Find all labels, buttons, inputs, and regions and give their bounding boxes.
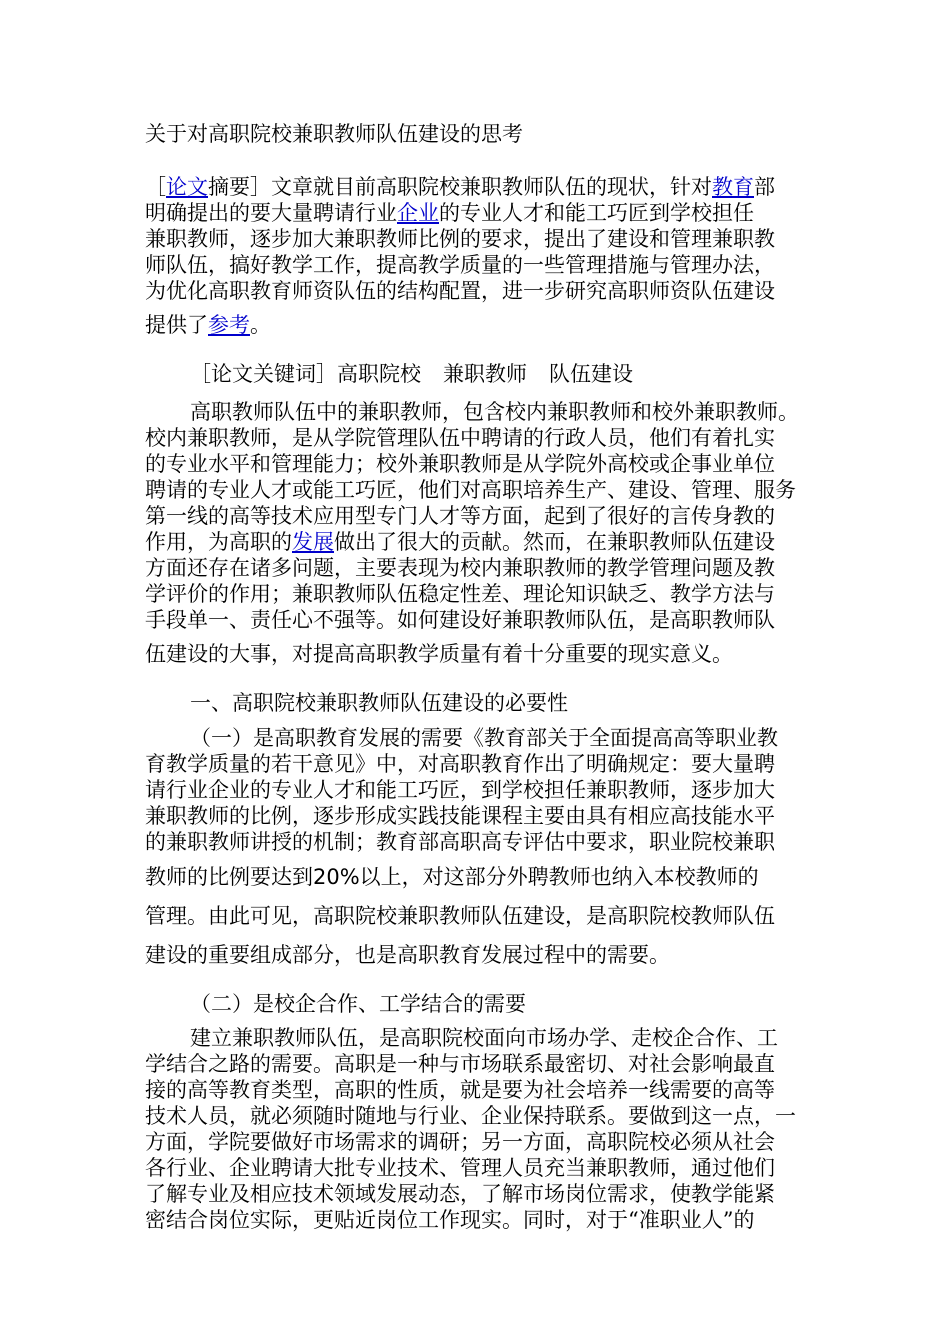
paragraph-line: （一）是高职教育发展的需要《教育部关于全面提高高等职业教	[190, 726, 778, 750]
paragraph-line: 了解专业及相应技术领域发展动态，了解市场岗位需求，使教学能紧	[145, 1182, 775, 1206]
link-fazhan[interactable]: 发展	[292, 530, 334, 554]
abstract-line: 兼职教师，逐步加大兼职教师比例的要求，提出了建设和管理兼职教	[145, 227, 775, 251]
paragraph-line: 学结合之路的需要。高职是一种与市场联系最密切、对社会影响最直	[145, 1052, 775, 1076]
abstract-line: ［论文摘要］文章就目前高职院校兼职教师队伍的现状，针对教育部	[145, 175, 775, 199]
paragraph-line: 技术人员，就必须随时随地与行业、企业保持联系。要做到这一点，一	[145, 1104, 796, 1128]
section-heading: （二）是校企合作、工学结合的需要	[190, 992, 526, 1016]
section-heading: 一、高职院校兼职教师队伍建设的必要性	[190, 691, 568, 715]
paragraph-line: 伍建设的大事，对提高高职教学质量有着十分重要的现实意义。	[145, 642, 733, 666]
paragraph-line: 高职教师队伍中的兼职教师，包含校内兼职教师和校外兼职教师。	[190, 400, 799, 424]
abstract-line: 师队伍，搞好教学工作，提高教学质量的一些管理措施与管理办法，	[145, 253, 775, 277]
keywords-line: ［论文关键词］高职院校 兼职教师 队伍建设	[190, 362, 633, 386]
paragraph-line: 请行业企业的专业人才和能工巧匠，到学校担任兼职教师，逐步加大	[145, 778, 775, 802]
link-jiaoyu[interactable]: 教育	[712, 175, 754, 199]
abstract-line: 为优化高职教育师资队伍的结构配置，进一步研究高职师资队伍建设	[145, 279, 775, 303]
paragraph-line: 作用，为高职的发展做出了很大的贡献。然而，在兼职教师队伍建设	[145, 530, 775, 554]
paragraph-line: 方面，学院要做好市场需求的调研；另一方面，高职院校必须从社会	[145, 1130, 775, 1154]
paragraph-line: 管理。由此可见，高职院校兼职教师队伍建设，是高职院校教师队伍	[145, 904, 775, 928]
paragraph-line: 建立兼职教师队伍，是高职院校面向市场办学、走校企合作、工	[190, 1026, 778, 1050]
link-cankao[interactable]: 参考	[208, 313, 250, 337]
abstract-line: 提供了参考。	[145, 313, 271, 337]
paragraph-line: 学评价的作用；兼职教师队伍稳定性差、理论知识缺乏、教学方法与	[145, 582, 775, 606]
article-title: 关于对高职院校兼职教师队伍建设的思考	[145, 122, 523, 146]
link-qiye[interactable]: 企业	[397, 201, 439, 225]
abstract-line: 明确提出的要大量聘请行业企业的专业人才和能工巧匠到学校担任	[145, 201, 754, 225]
paragraph-line: 密结合岗位实际，更贴近岗位工作现实。同时，对于“准职业人”的	[145, 1208, 755, 1232]
link-lunwen[interactable]: 论文	[166, 175, 208, 199]
paragraph-line: 各行业、企业聘请大批专业技术、管理人员充当兼职教师，通过他们	[145, 1156, 775, 1180]
paragraph-line: 的专业水平和管理能力；校外兼职教师是从学院外高校或企事业单位	[145, 452, 775, 476]
paragraph-line: 建设的重要组成部分，也是高职教育发展过程中的需要。	[145, 943, 670, 967]
paragraph-line: 教师的比例要达到20%以上，对这部分外聘教师也纳入本校教师的	[145, 865, 759, 889]
paragraph-line: 手段单一、责任心不强等。如何建设好兼职教师队伍，是高职教师队	[145, 608, 775, 632]
paragraph-line: 校内兼职教师，是从学院管理队伍中聘请的行政人员，他们有着扎实	[145, 426, 775, 450]
paragraph-line: 育教学质量的若干意见》中，对高职教育作出了明确规定：要大量聘	[145, 752, 775, 776]
paragraph-line: 兼职教师的比例，逐步形成实践技能课程主要由具有相应高技能水平	[145, 804, 775, 828]
paragraph-line: 聘请的专业人才或能工巧匠，他们对高职培养生产、建设、管理、服务	[145, 478, 796, 502]
paragraph-line: 第一线的高等技术应用型专门人才等方面，起到了很好的言传身教的	[145, 504, 775, 528]
paragraph-line: 的兼职教师讲授的机制；教育部高职高专评估中要求，职业院校兼职	[145, 830, 775, 854]
paragraph-line: 接的高等教育类型，高职的性质，就是要为社会培养一线需要的高等	[145, 1078, 775, 1102]
paragraph-line: 方面还存在诸多问题，主要表现为校内兼职教师的教学管理问题及教	[145, 556, 775, 580]
